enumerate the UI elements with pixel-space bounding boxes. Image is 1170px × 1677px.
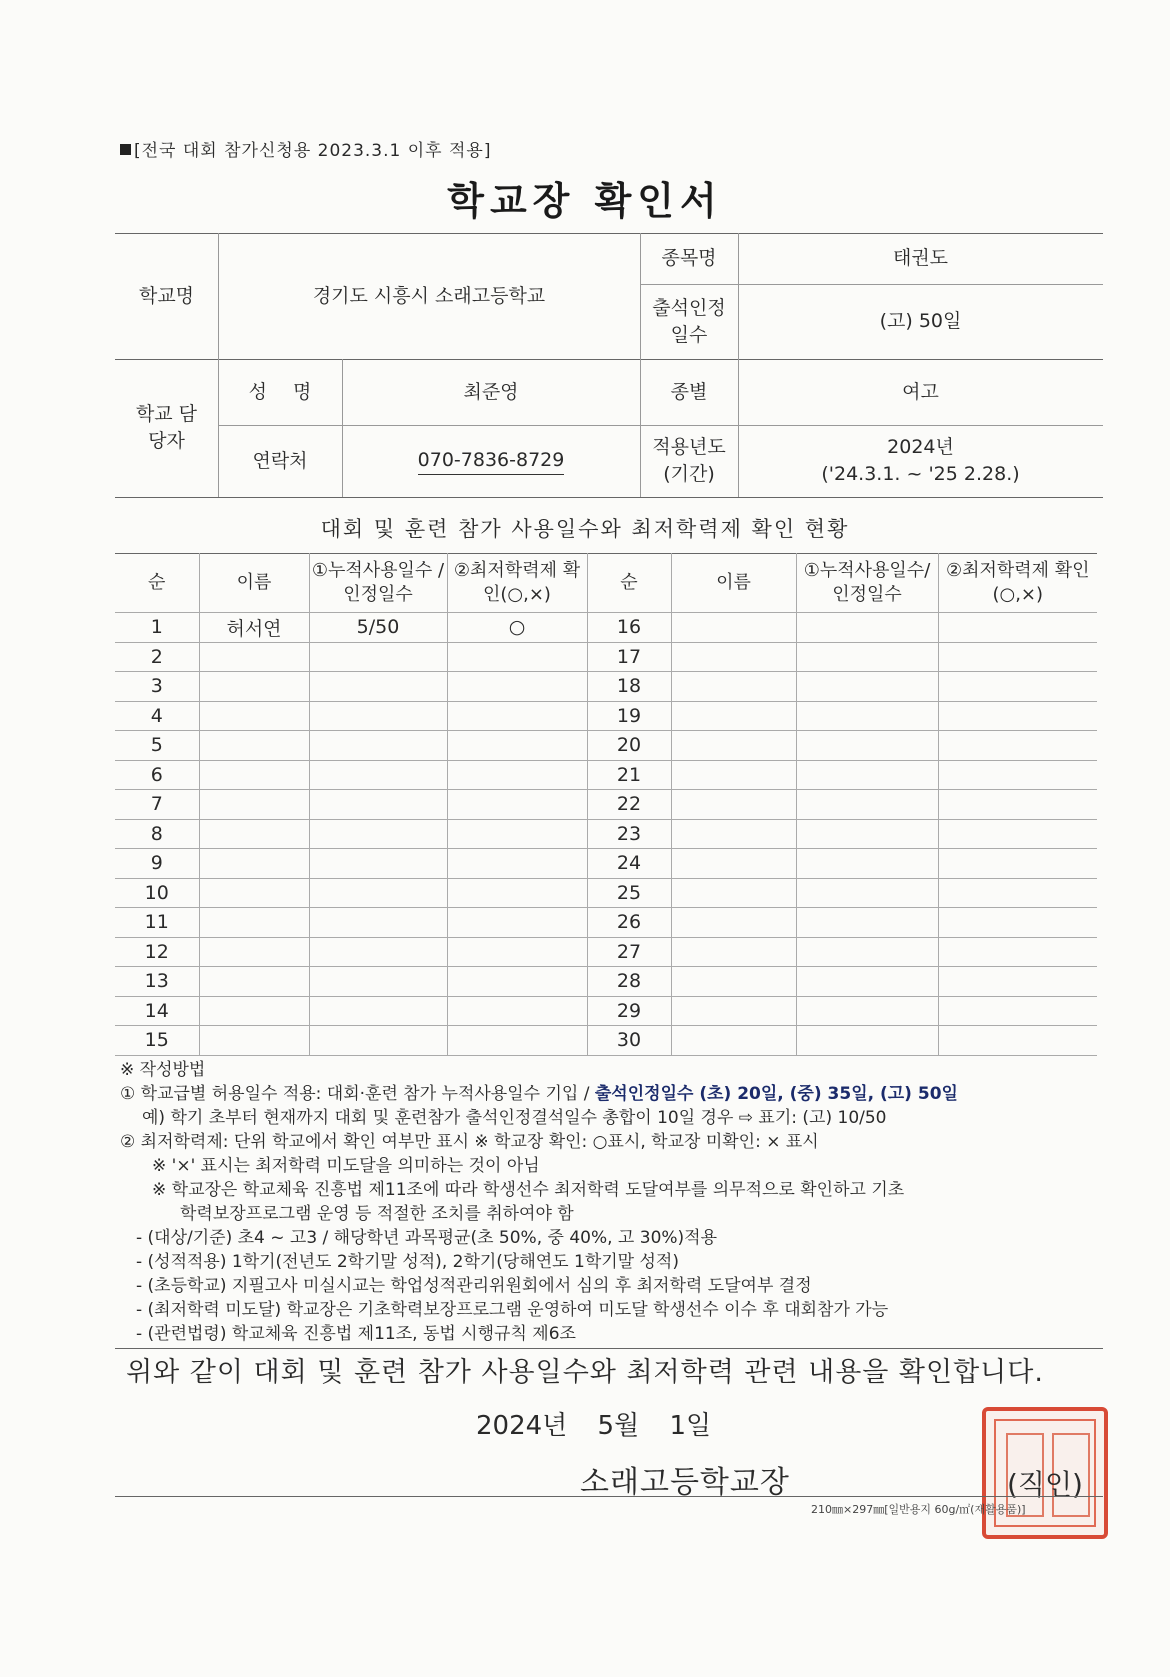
page-title: 학교장 확인서 <box>447 179 723 223</box>
table-cell-check <box>447 790 587 820</box>
table-cell-name <box>199 672 309 702</box>
col-header: 순 <box>115 554 199 613</box>
period: ('24.3.1. ~ '25 2.28.) <box>821 463 1020 485</box>
col-header: 이름 <box>199 554 309 613</box>
table-cell-check <box>938 908 1097 938</box>
manager-name: 최준영 <box>463 380 519 403</box>
table-cell-name <box>671 849 796 879</box>
sport-label: 종목명 <box>661 247 717 270</box>
table-row <box>115 731 1097 761</box>
table-cell-days <box>309 672 447 702</box>
manager-label: 학교 담당자 <box>135 403 198 452</box>
table-cell-name: 허서연 <box>199 613 309 643</box>
table-cell-days <box>309 996 447 1026</box>
table-cell-check <box>938 613 1097 643</box>
note-line: - (최저학력 미도달) 학교장은 기초학력보장프로그램 운영하여 미도달 학생선수 이수 후 대회참가 가능 <box>136 1300 889 1320</box>
table-cell-name <box>199 731 309 761</box>
table-cell-n: 3 <box>115 672 199 702</box>
table-cell-check <box>938 672 1097 702</box>
table-cell-check <box>938 849 1097 879</box>
attendance-days: (고) 50일 <box>879 310 962 333</box>
table-cell-check <box>447 937 587 967</box>
table-cell-name <box>671 642 796 672</box>
table-cell-name <box>199 937 309 967</box>
notes-heading: ※ 작성방법 <box>120 1060 206 1080</box>
table-cell-name <box>199 908 309 938</box>
table-cell-check <box>447 1026 587 1056</box>
table-cell-days <box>309 1026 447 1056</box>
table-cell-name <box>671 672 796 702</box>
table-cell-name <box>199 790 309 820</box>
table-cell-name <box>671 819 796 849</box>
table-cell-days <box>309 849 447 879</box>
table-cell-name <box>199 849 309 879</box>
table-cell-name <box>671 996 796 1026</box>
col-header: ①누적사용일수/ 인정일수 <box>796 554 938 613</box>
table-cell-name <box>671 790 796 820</box>
note-line: ※ 학교장은 학교체육 진흥법 제11조에 따라 학생선수 최저학력 도달여부를 의무적으로 확인하고 기초 <box>152 1180 905 1200</box>
table-cell-name <box>671 701 796 731</box>
table-cell-n: 1 <box>115 613 199 643</box>
note-emphasis: 출석인정일수 (초) 20일, (중) 35일, (고) 50일 <box>594 1084 958 1104</box>
table-cell-name <box>199 701 309 731</box>
type-label: 종별 <box>670 380 708 403</box>
table-cell-check <box>938 731 1097 761</box>
table-cell-n: 17 <box>587 642 671 672</box>
table-cell-n: 12 <box>115 937 199 967</box>
table-cell-n: 30 <box>587 1026 671 1056</box>
col-header: ②최저학력제 확인(○,×) <box>447 554 587 613</box>
divider <box>115 497 1103 498</box>
table-cell-days <box>796 908 938 938</box>
year: 2024년 <box>887 436 954 459</box>
note-line: 학력보장프로그램 운영 등 적절한 조치를 취하여야 함 <box>180 1204 574 1224</box>
table-cell-check <box>447 760 587 790</box>
principal-title: 소래고등학교장 <box>580 1465 790 1500</box>
table-cell-check <box>447 908 587 938</box>
note-line: ※ '×' 표시는 최저학력 미도달을 의미하는 것이 아님 <box>152 1156 540 1176</box>
table-cell-n: 7 <box>115 790 199 820</box>
table-cell-days <box>796 760 938 790</box>
table-row <box>115 790 1097 820</box>
table-row <box>115 937 1097 967</box>
table-cell-n: 4 <box>115 701 199 731</box>
table-row <box>115 967 1097 997</box>
table-cell-days <box>796 819 938 849</box>
table-row <box>115 642 1097 672</box>
table-cell-check <box>938 819 1097 849</box>
table-row <box>115 760 1097 790</box>
table-cell-check <box>447 642 587 672</box>
table-cell-days <box>796 996 938 1026</box>
note-line: ② 최저학력제: 단위 학교에서 확인 여부만 표시 ※ 학교장 확인: ○표시, 학교장 미확인: × 표시 <box>120 1132 819 1152</box>
table-row <box>115 819 1097 849</box>
school-name: 경기도 시흥시 소래고등학교 <box>312 284 546 307</box>
divider <box>115 1348 1103 1349</box>
table-cell-n: 18 <box>587 672 671 702</box>
table-row <box>115 1026 1097 1056</box>
table-cell-days <box>309 819 447 849</box>
table-cell-check <box>447 701 587 731</box>
contact-number: 070-7836-8729 <box>418 447 565 476</box>
table-cell-check <box>447 878 587 908</box>
table-cell-name <box>671 967 796 997</box>
table-cell-n: 13 <box>115 967 199 997</box>
table-row <box>115 908 1097 938</box>
table-cell-n: 6 <box>115 760 199 790</box>
attendance-label: 출석인정 일수 <box>652 296 726 346</box>
table-cell-n: 22 <box>587 790 671 820</box>
table-cell-n: 23 <box>587 819 671 849</box>
name-label: 성 명 <box>248 380 312 403</box>
table-cell-n: 11 <box>115 908 199 938</box>
note-line: ① 학교급별 허용일수 적용: 대회·훈련 참가 누적사용일수 기입 / 출석인정일수 (초) 20일, (중) 35일, (고) 50일 <box>120 1084 958 1104</box>
table-row <box>115 849 1097 879</box>
table-cell-name <box>199 996 309 1026</box>
year-label: 적용년도 (기간) <box>652 436 726 485</box>
instructions <box>120 1058 1100 1346</box>
table-cell-check <box>447 731 587 761</box>
table-cell-days <box>796 790 938 820</box>
table-cell-n: 27 <box>587 937 671 967</box>
table-cell-check: ○ <box>447 613 587 643</box>
table-cell-n: 10 <box>115 878 199 908</box>
table-cell-days <box>309 760 447 790</box>
section-title: 대회 및 훈련 참가 사용일수와 최저학력제 확인 현황 <box>320 517 850 541</box>
table-cell-n: 25 <box>587 878 671 908</box>
table-cell-n: 28 <box>587 967 671 997</box>
table-cell-name <box>199 642 309 672</box>
table-cell-name <box>671 1026 796 1056</box>
table-cell-name <box>671 937 796 967</box>
table-cell-days: 5/50 <box>309 613 447 643</box>
school-type: 여고 <box>902 380 939 403</box>
table-cell-n: 14 <box>115 996 199 1026</box>
col-header: ②최저학력제 확인(○,×) <box>938 554 1097 613</box>
paper-spec: 210㎜×297㎜[일반용지 60g/㎡(재활용품)] <box>811 1503 1026 1516</box>
table-cell-days <box>309 701 447 731</box>
table-cell-days <box>796 937 938 967</box>
table-cell-n: 15 <box>115 1026 199 1056</box>
table-cell-name <box>671 760 796 790</box>
table-cell-n: 20 <box>587 731 671 761</box>
table-row <box>115 701 1097 731</box>
sport: 태권도 <box>892 247 949 270</box>
table-cell-name <box>199 878 309 908</box>
table-cell-days <box>796 672 938 702</box>
table-cell-check <box>938 878 1097 908</box>
table-cell-check <box>938 760 1097 790</box>
table-cell-n: 5 <box>115 731 199 761</box>
table-cell-days <box>309 908 447 938</box>
table-row <box>115 878 1097 908</box>
confirmation-statement: 위와 같이 대회 및 훈련 참가 사용일수와 최저학력 관련 내용을 확인합니다. <box>126 1357 1044 1388</box>
year-cell <box>738 425 1103 497</box>
school-name-label: 학교명 <box>138 284 195 307</box>
table-row <box>115 672 1097 702</box>
table-cell-days <box>796 878 938 908</box>
table-cell-name <box>671 613 796 643</box>
issue-date: 2024년 5월 1일 <box>476 1411 712 1441</box>
header-note: [전국 대회 참가신청용 2023.3.1 이후 적용] <box>120 136 491 161</box>
seal-mark: (직인) <box>1007 1468 1083 1501</box>
table-header-row <box>115 554 1097 613</box>
note-line: - (성적적용) 1학기(전년도 2학기말 성적), 2학기(당해연도 1학기말 성적) <box>136 1252 679 1272</box>
divider <box>115 1496 1103 1497</box>
table-cell-n: 29 <box>587 996 671 1026</box>
contact-label: 연락처 <box>252 449 308 472</box>
status-table <box>115 553 1097 1056</box>
table-cell-days <box>309 642 447 672</box>
table-cell-n: 24 <box>587 849 671 879</box>
table-cell-days <box>796 1026 938 1056</box>
table-cell-days <box>309 790 447 820</box>
table-cell-check <box>938 996 1097 1026</box>
table-row <box>115 996 1097 1026</box>
table-cell-name <box>671 908 796 938</box>
col-header: 순 <box>587 554 671 613</box>
table-cell-days <box>796 642 938 672</box>
table-cell-name <box>199 819 309 849</box>
note-line: - (관련법령) 학교체육 진흥법 제11조, 동법 시행규칙 제6조 <box>136 1324 576 1344</box>
col-header: ①누적사용일수 /인정일수 <box>309 554 447 613</box>
table-cell-check <box>447 672 587 702</box>
col-header: 이름 <box>671 554 796 613</box>
table-cell-days <box>309 731 447 761</box>
table-cell-days <box>796 701 938 731</box>
square-bullet-icon <box>120 144 131 155</box>
table-cell-check <box>938 1026 1097 1056</box>
table-cell-days <box>796 613 938 643</box>
table-cell-check <box>447 967 587 997</box>
table-cell-name <box>199 760 309 790</box>
table-cell-days <box>309 937 447 967</box>
note-line: - (초등학교) 지필고사 미실시교는 학업성적관리위원회에서 심의 후 최저학력 도달여부 결정 <box>136 1276 812 1296</box>
note-line: 예) 학기 초부터 현재까지 대회 및 훈련참가 출석인정결석일수 총합이 10일 경우 ⇨ 표기: (고) 10/50 <box>142 1108 887 1128</box>
table-cell-check <box>938 967 1097 997</box>
table-cell-days <box>796 731 938 761</box>
table-cell-check <box>938 937 1097 967</box>
table-cell-n: 16 <box>587 613 671 643</box>
table-cell-check <box>938 642 1097 672</box>
table-cell-check <box>447 996 587 1026</box>
table-cell-check <box>447 819 587 849</box>
table-cell-check <box>938 790 1097 820</box>
table-cell-n: 21 <box>587 760 671 790</box>
table-cell-name <box>199 967 309 997</box>
table-cell-n: 26 <box>587 908 671 938</box>
table-cell-check <box>938 701 1097 731</box>
table-cell-days <box>796 967 938 997</box>
table-cell-check <box>447 849 587 879</box>
table-cell-n: 9 <box>115 849 199 879</box>
table-cell-days <box>796 849 938 879</box>
table-cell-n: 8 <box>115 819 199 849</box>
table-cell-days <box>309 967 447 997</box>
note-line: - (대상/기준) 초4 ~ 고3 / 해당학년 과목평균(초 50%, 중 40%, 고 30%)적용 <box>136 1228 718 1248</box>
table-cell-name <box>671 731 796 761</box>
table-cell-n: 19 <box>587 701 671 731</box>
table-cell-name <box>199 1026 309 1056</box>
table-row <box>115 613 1097 643</box>
table-cell-days <box>309 878 447 908</box>
table-cell-n: 2 <box>115 642 199 672</box>
contact-cell <box>342 425 640 497</box>
table-cell-name <box>671 878 796 908</box>
